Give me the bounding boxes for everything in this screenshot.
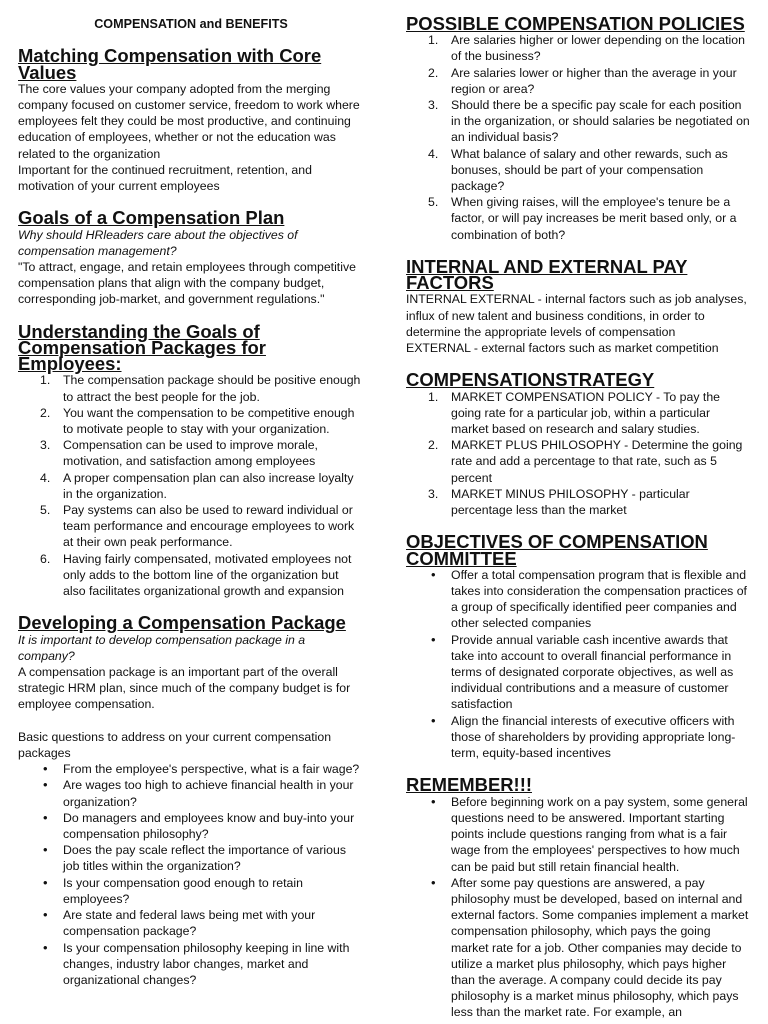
list-item: • After some pay questions are answered, a pay philosophy must be developed, based on internal and external factors. Some companies implement a market compensation philosophy, which pays the going market rate for a job. Other companies may decide to utilize a market plus philosophy, which pays higher than the average. A company could decide its pay philosophy is a market minus philosophy, which pays less than the market rate. For example, an [431,874,749,1020]
paragraph: Basic questions to address on your current compensation packages [18,729,332,761]
list-item: 4. A proper compensation plan can also increase loyalty in the organization. [40,470,354,501]
list-item: 2. You want the compensation to be competitive enough to motivate people to stay with your organization. [40,405,355,437]
section-developing-package [18,612,364,988]
bullet-list [406,794,750,1021]
section-heading: Matching Compensation with Core Values [18,45,322,83]
section-core-values [18,45,364,194]
paragraph: A compensation package is an important part of the overall strategic HRM plan, since much of the company budget is for employee compensation. [18,665,351,712]
section-heading: Understanding the Goals of Compensation Packages for Employees: [18,320,266,375]
paragraph: INTERNAL EXTERNAL - internal factors such as job analyses, influx of new talent and business conditions, in order to determine the appropriate levels of compensation [406,292,747,339]
question-text: Why should HRleaders care about the objectives of compensation management? [18,227,298,258]
list-item: • Provide annual variable cash incentive awards that take into account to overall financial performance in terms of designated corporate objectives, as well as individual contributions and a measure of customer satisfaction [431,631,734,712]
section-committee-objectives [406,531,750,761]
list-item: 1. The compensation package should be positive enough to attract the best people for the job. [40,373,361,404]
section-pay-factors [406,256,750,356]
section-heading: REMEMBER!!! [406,774,532,796]
bullet-list [18,761,364,988]
list-item: • Are state and federal laws being met with your compensation package? [43,907,316,939]
section-heading: COMPENSATIONSTRATEGY [406,369,655,391]
section-remember [406,774,750,1020]
paragraph: EXTERNAL - external factors such as market competition [406,341,719,356]
list-item: 2. MARKET PLUS PHILOSOPHY - Determine the going rate and add a percentage to that rate, such as 5 percent [428,438,743,485]
list-item: 6. Having fairly compensated, motivated employees not only adds to the bottom line of the organization but also facilitates organizational growth and expansion [40,551,352,599]
list-item: • Does the pay scale reflect the importance of various job titles within the organization? [43,842,346,874]
list-item: • Do managers and employees know and buy-into your compensation philosophy? [43,809,355,842]
right-column [406,13,750,1021]
list-item: • Are wages too high to achieve financial health in your organization? [43,777,354,809]
paragraph: The core values your company adopted from the merging company focused on customer service, freedom to work where employees felt they could be most productive, and continuing education of employees, whether or not the education was related to the organization [18,81,360,161]
document-title: COMPENSATION and BENEFITS [94,17,288,31]
list-item: 5. Pay systems can also be used to reward individual or team performance and encourage employees to work at their own peak performance. [40,503,355,550]
list-item: • Align the financial interests of executive officers with those of shareholders by providing appropriate long-term, equity-based incentives [431,712,736,761]
section-heading: POSSIBLE COMPENSATION POLICIES [406,13,745,34]
section-goals-plan [18,207,364,307]
section-compensation-strategy [406,369,750,518]
section-heading: INTERNAL AND EXTERNAL PAY FACTORS [406,256,688,294]
list-item: • Before beginning work on a pay system, some general questions need to be answered. Important starting points include questions ranging from what is a fair wage from the employees' perspectives to how much can be paid but still retain financial health. [431,793,748,874]
list-item: 5. When giving raises, will the employee's tenure be a factor, or will pay increases be merit based only, or a combination of both? [428,195,737,242]
numbered-list [406,389,750,519]
numbered-list [406,32,750,243]
section-heading: Developing a Compensation Package [18,612,346,634]
left-column [18,16,364,988]
section-understanding-goals [18,320,364,599]
list-item: • Offer a total compensation program that is flexible and takes into consideration the compensation practices of a group of specifically identified peer companies and other selected companies [431,566,747,631]
section-compensation-policies [406,13,750,243]
list-item: • From the employee's perspective, what is a fair wage? [43,761,360,777]
list-item: 3. Compensation can be used to improve morale, motivation, and satisfaction among employees [40,438,318,469]
quote-text: "To attract, engage, and retain employees through competitive compensation plans that align with the company budget, corresponding job-market, and government regulations." [18,260,356,307]
question-text: It is important to develop compensation package in a company? [18,632,306,663]
list-item: • Is your compensation good enough to retain employees? [43,874,303,906]
section-heading: Goals of a Compensation Plan [18,207,285,229]
list-item: 3. Should there be a specific pay scale for each position in the organization, or should salaries be negotiated on an individual basis? [428,98,750,145]
list-item: 1. Are salaries higher or lower depending on the location of the business? [428,33,745,64]
bullet-list [406,567,750,761]
list-item: 3. MARKET MINUS PHILOSOPHY - particular percentage less than the market [428,486,690,518]
paragraph: Important for the continued recruitment, retention, and motivation of your current employees [18,162,312,194]
list-item: • Is your compensation philosophy keeping in line with changes, industry labor changes, market and organizational changes? [43,939,350,987]
numbered-list [18,372,364,599]
list-item: 1. MARKET COMPENSATION POLICY - To pay the going rate for a particular job, within a particular market based on research and salary studies. [428,389,721,437]
list-item: 2. Are salaries lower or higher than the average in your region or area? [428,65,737,96]
list-item: 4. What balance of salary and other rewards, such as bonuses, should be part of your compensation package? [428,146,728,194]
section-heading: OBJECTIVES OF COMPENSATION COMMITTEE [406,531,708,569]
